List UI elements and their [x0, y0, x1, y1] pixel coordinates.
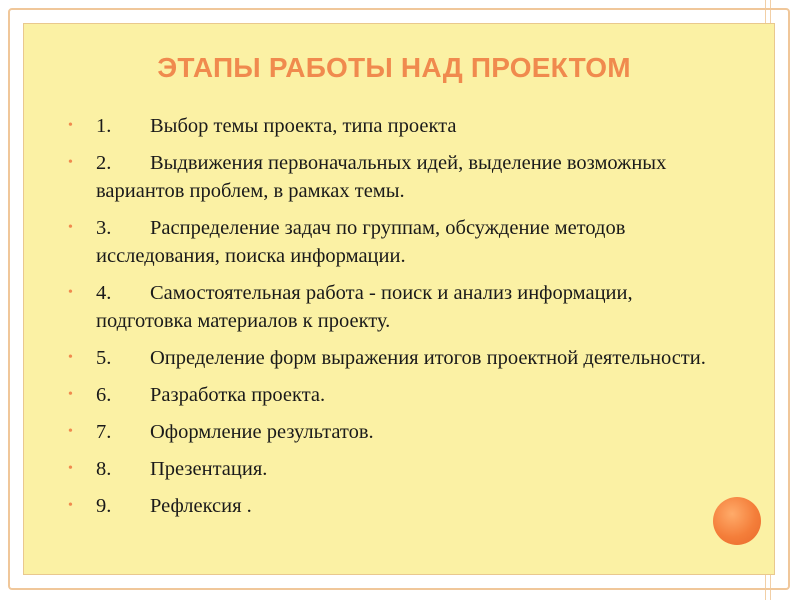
- item-text: Выбор темы проекта, типа проекта: [150, 115, 457, 137]
- bullet-icon: •: [68, 387, 73, 402]
- item-text: Выдвижения первоначальных идей, выделение возможных вариантов проблем, в рамках темы.: [96, 152, 667, 202]
- bullet-icon: •: [68, 498, 73, 513]
- list-item: [68, 214, 718, 270]
- item-text: Самостоятельная работа - поиск и анализ информации, подготовка материалов к проекту.: [96, 282, 633, 332]
- slide-title: ЭТАПЫ РАБОТЫ НАД ПРОЕКТОМ: [157, 52, 631, 83]
- item-number: 1.: [96, 115, 112, 137]
- item-number: 4.: [96, 282, 112, 304]
- bullet-icon: •: [68, 461, 73, 476]
- list-item: [68, 344, 718, 372]
- bullet-icon: •: [68, 285, 73, 300]
- bullet-icon: •: [68, 424, 73, 439]
- item-text: Разработка проекта.: [150, 384, 326, 406]
- item-number: 6.: [96, 384, 112, 406]
- list-item: [68, 112, 718, 140]
- list-item: [68, 381, 718, 409]
- item-text: Определение форм выражения итогов проектной деятельности.: [150, 347, 706, 369]
- list-item: [68, 455, 718, 483]
- item-number: 5.: [96, 347, 112, 369]
- bullet-icon: •: [68, 118, 73, 133]
- item-text: Распределение задач по группам, обсуждение методов исследования, поиска информации.: [96, 217, 626, 267]
- decorative-circle-icon: [713, 497, 761, 545]
- bullet-icon: •: [68, 220, 73, 235]
- item-number: 9.: [96, 495, 112, 517]
- list-item: [68, 279, 718, 335]
- list-item: [68, 418, 718, 446]
- item-text: Рефлексия .: [150, 495, 252, 517]
- list-item: [68, 149, 718, 205]
- bullet-icon: •: [68, 155, 73, 170]
- item-number: 3.: [96, 217, 112, 239]
- item-number: 2.: [96, 152, 112, 174]
- item-text: Презентация.: [150, 458, 268, 480]
- bullet-icon: •: [68, 350, 73, 365]
- stages-list: [68, 112, 718, 529]
- list-item: [68, 492, 718, 520]
- item-number: 8.: [96, 458, 112, 480]
- content-panel: [23, 23, 775, 575]
- item-number: 7.: [96, 421, 112, 443]
- item-text: Оформление результатов.: [150, 421, 374, 443]
